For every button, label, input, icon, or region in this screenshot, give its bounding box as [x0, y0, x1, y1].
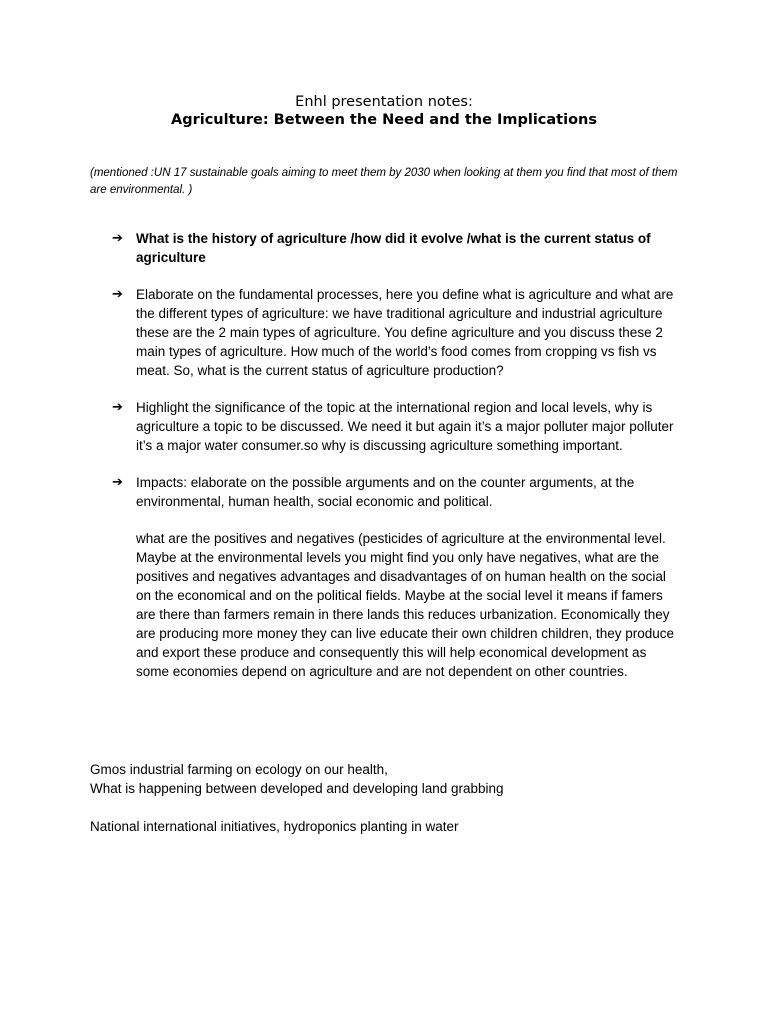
bullet-item-impacts — [112, 473, 682, 511]
arrow-right-icon: ➔ — [112, 287, 123, 302]
intro-note: (mentioned :UN 17 sustainable goals aiming to meet them by 2030 when looking at them you find that most of them are environmental. ) — [90, 167, 678, 196]
arrow-right-icon: ➔ — [112, 231, 123, 246]
bullet-item-history — [112, 229, 682, 267]
impacts-paragraph: what are the positives and negatives (pesticides of agriculture at the environmental level. Maybe at the environmental levels you might find you only have negatives, what are the positives and negatives advantages and disadvantages of on human health on the social on the economical and on the political fields. Maybe at the social level it means if famers are there than farmers remain in there lands this reduces urbanization. Economically they are producing more money they can live educate their own children children, they produce and export these produce and consequently this will help economical development as some economies depend on agriculture and are not dependent on other countries. — [136, 531, 675, 679]
bullet-text: What is the history of agriculture /how did it evolve /what is the current status of agriculture — [136, 231, 651, 265]
arrow-right-icon: ➔ — [112, 475, 123, 490]
bullet-item-significance — [112, 398, 682, 455]
spacer — [90, 798, 710, 817]
bullet-text: Elaborate on the fundamental processes, here you define what is agriculture and what are the different types of agriculture: we have traditional agriculture and industrial agriculture these are the 2 main types of agriculture. You define agriculture and you discuss these 2 main types of agriculture. How much of the world’s food comes from cropping vs fish vs meat. So, what is the current status of agriculture production? — [136, 287, 674, 378]
document-heading: Agriculture: Between the Need and the Implications — [170, 112, 597, 128]
bullet-text: Highlight the significance of the topic at the international region and local levels, why is agriculture a topic to be discussed. We need it but again it’s a major polluter major polluter it’s a major water consumer.so why is discussing agriculture something important. — [136, 400, 674, 453]
footer-line: Gmos industrial farming on ecology on our health, — [90, 762, 388, 777]
footer-line: National international initiatives, hydroponics planting in water — [90, 819, 459, 834]
footer-line: What is happening between developed and developing land grabbing — [90, 781, 504, 796]
bullet-item-processes — [112, 285, 682, 380]
arrow-right-icon: ➔ — [112, 400, 123, 415]
bullet-text: Impacts: elaborate on the possible arguments and on the counter arguments, at the environmental, human health, social economic and political. — [136, 475, 635, 509]
bullet-list — [112, 229, 682, 681]
footer-notes — [90, 760, 710, 836]
document-title: Enhl presentation notes: — [295, 94, 473, 110]
